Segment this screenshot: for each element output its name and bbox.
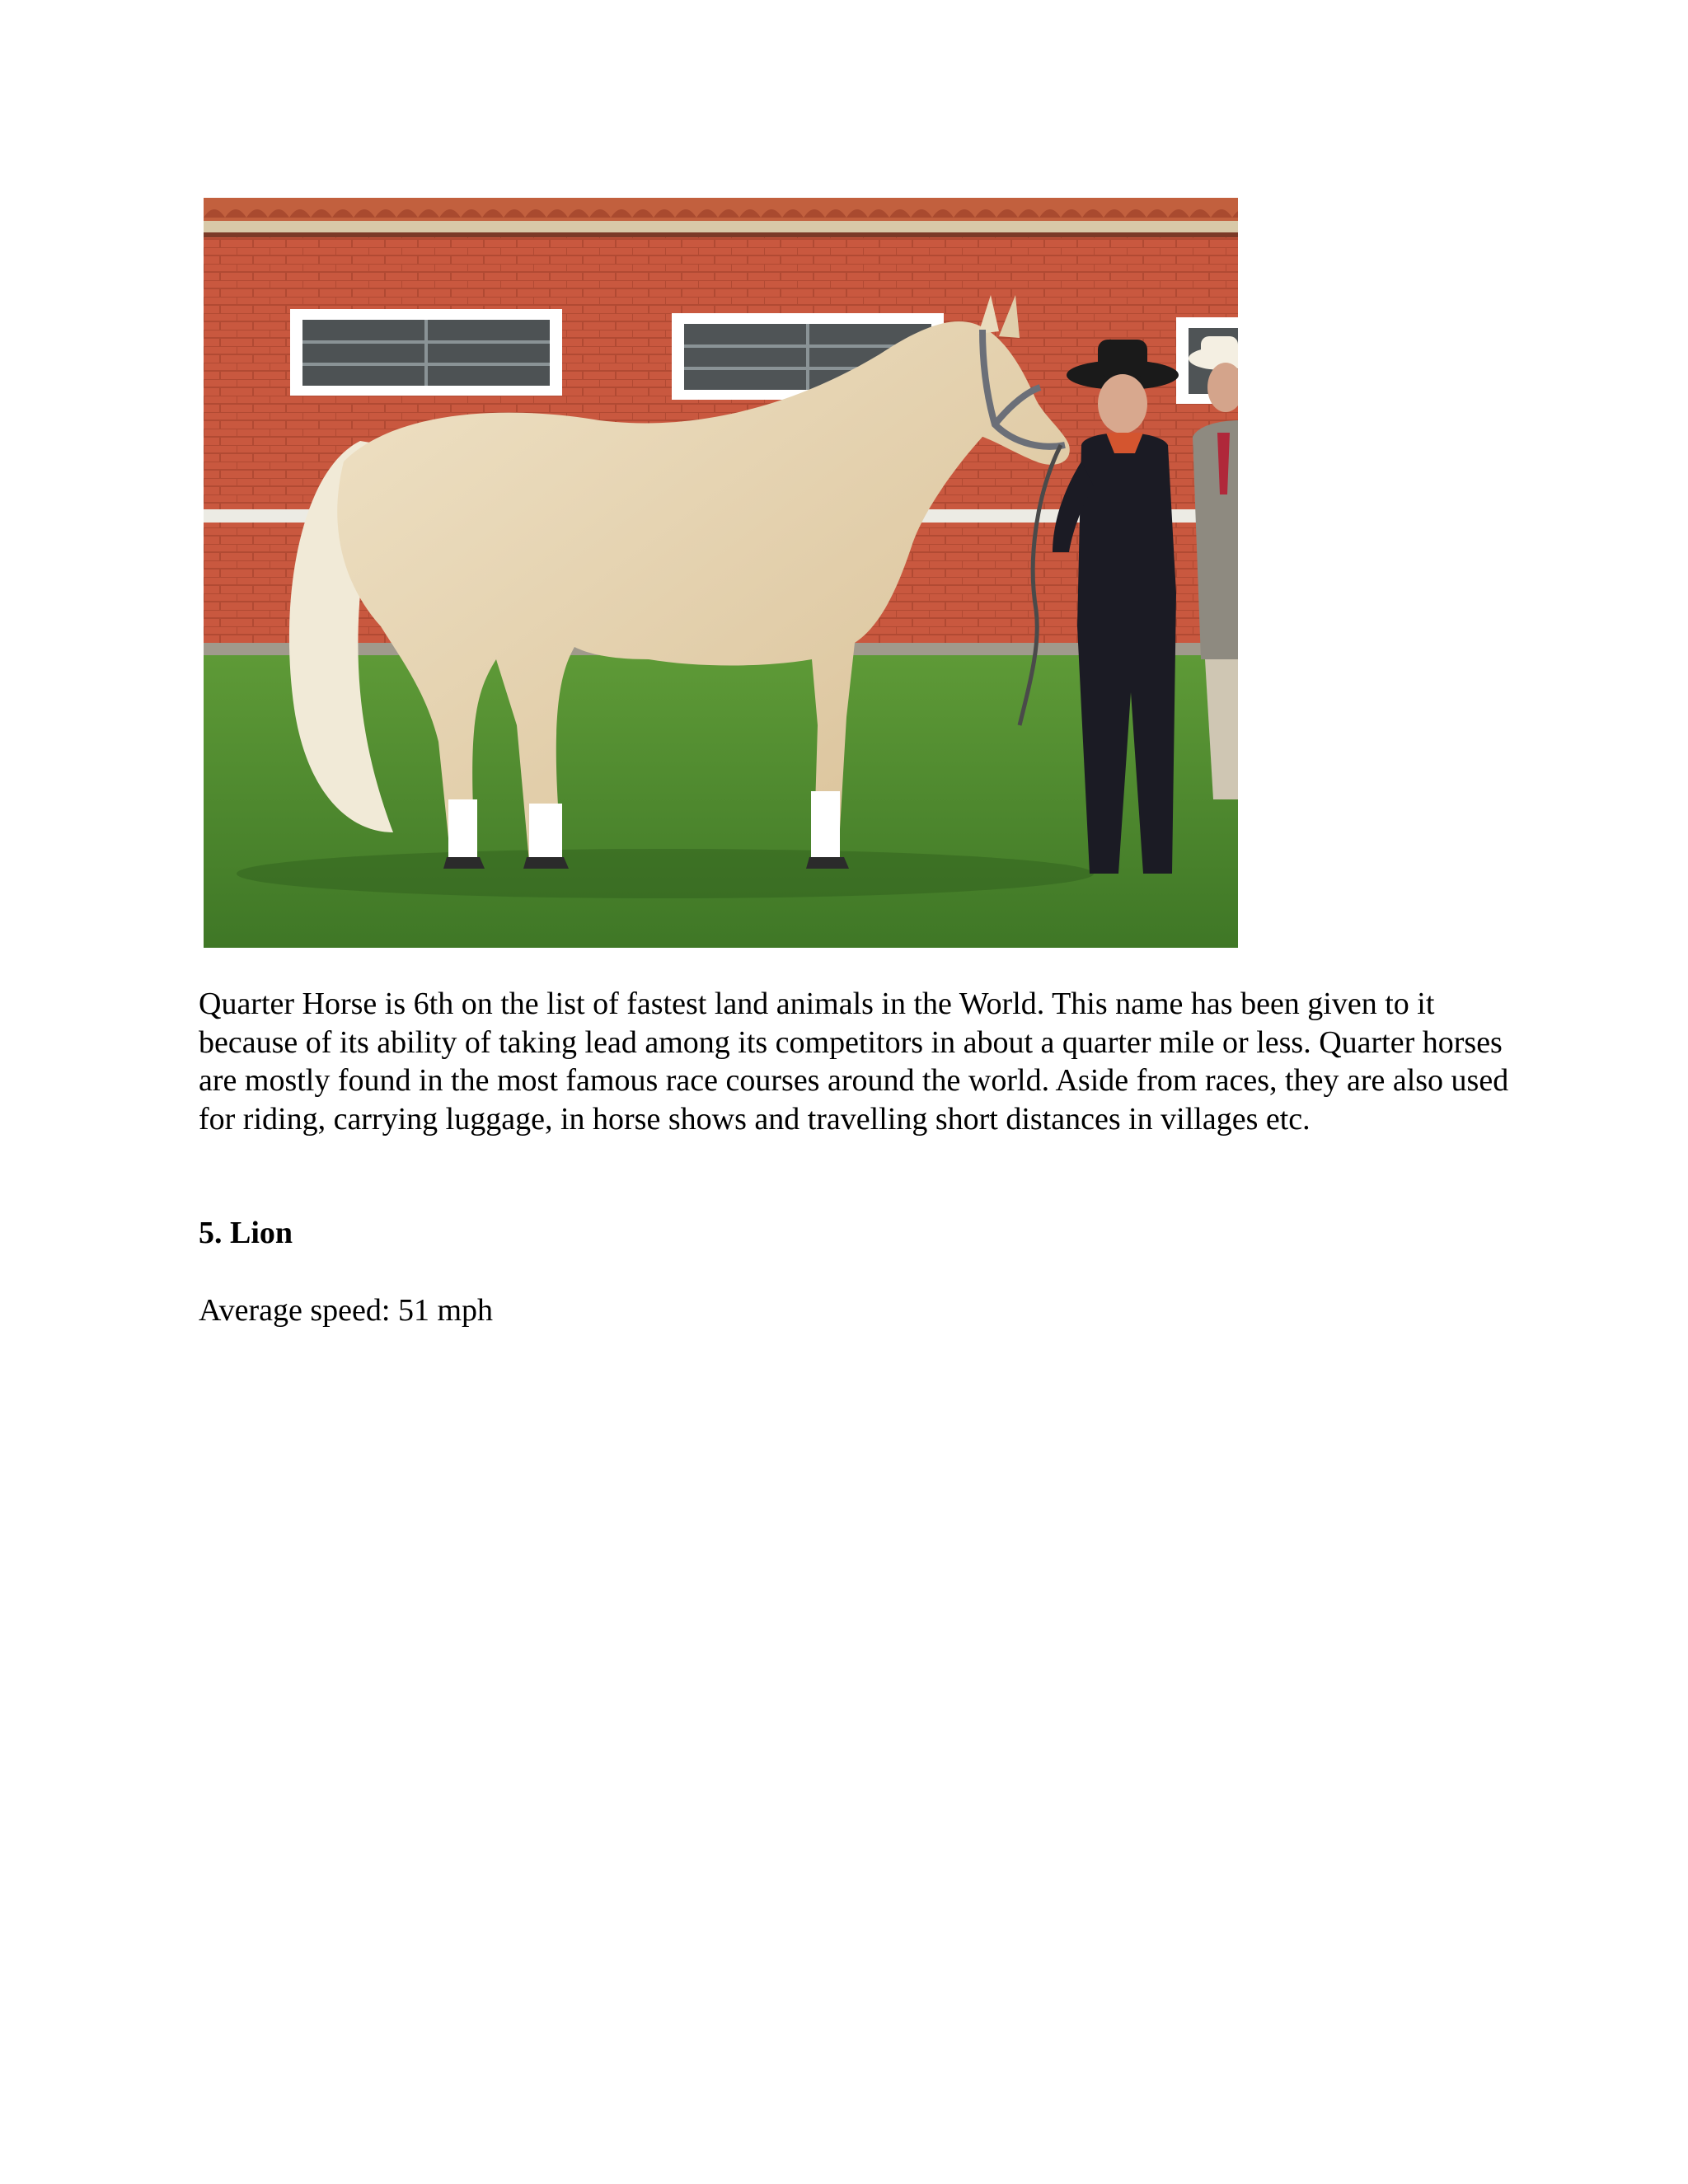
body-paragraph: Quarter Horse is 6th on the list of fastest land animals in the World. This name has been given to it because of its ability of taking lead among its competitors in about a quarter mile or less. Quarter horses are mostly found in the most famous race courses around the world. Aside from races, they are also used for riding, carrying luggage, in horse shows and travelling short distances in villages etc.	[199, 987, 1509, 1137]
average-speed-text: Average speed: 51 mph	[199, 1293, 494, 1328]
horse-photo-illustration	[204, 198, 1238, 948]
section-heading: 5. Lion	[199, 1216, 293, 1250]
horse-photo	[204, 198, 1238, 948]
